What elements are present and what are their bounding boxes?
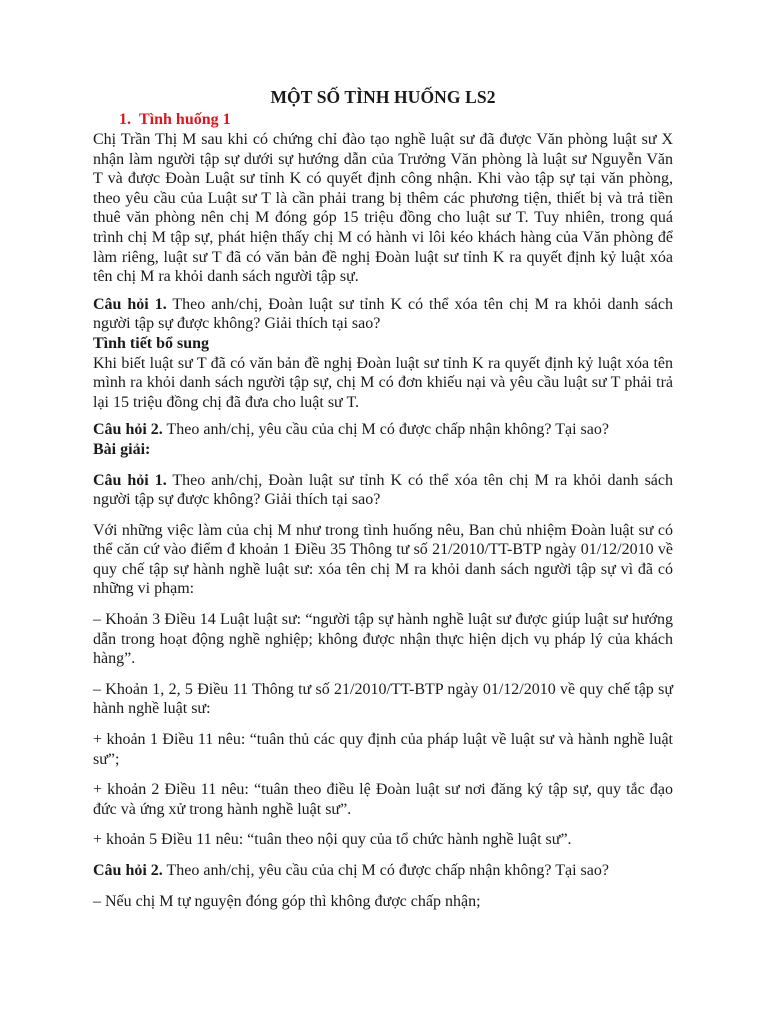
question-2-label: Câu hỏi 2.: [93, 421, 163, 439]
question-2-text: Theo anh/chị, yêu cầu của chị M có được chấp nhận không? Tại sao?: [162, 421, 609, 439]
supplement-heading: Tình tiết bổ sung: [93, 334, 210, 352]
answer-1-text: Theo anh/chị, Đoàn luật sư tỉnh K có thể xóa tên chị M ra khỏi danh sách người tập sự được không? Giải thích tại sao?: [93, 471, 673, 509]
question-1-text: Theo anh/chị, Đoàn luật sư tỉnh K có thể xóa tên chị M ra khỏi danh sách người tập sự được không? Giải thích tại sao?: [93, 295, 673, 333]
point-5: + khoản 5 Điều 11 nêu: “tuân theo nội quy của tổ chức hành nghề luật sư”.: [93, 831, 572, 849]
point-4: + khoản 2 Điều 11 nêu: “tuân theo điều lệ Đoàn luật sư nơi đăng ký tập sự, quy tắc đạo đức và ứng xử trong hành nghề luật sư”.: [93, 781, 673, 818]
case-description: Chị Trần Thị M sau khi có chứng chỉ đào tạo nghề luật sư đã được Văn phòng luật sư X nhận làm người tập sự dưới sự hướng dẫn của Trưởng Văn phòng là luật sư Nguyễn Văn T và được Đoàn Luật sư tỉnh K có quyết định công nhận. Khi vào tập sự tại văn phòng, theo yêu cầu của Luật sư T là cần phải trang bị thêm các phương tiện, thiết bị và trả tiền thuê văn phòng nên chị M đóng góp 15 triệu đồng cho luật sư T. Tuy nhiên, trong quá trình chị M tập sự, phát hiện thấy chị M có hành vi lôi kéo khách hàng của Văn phòng để làm riêng, luật sư T đã có văn bản đề nghị Đoàn luật sư tỉnh K ra quyết định kỷ luật xóa tên chị M ra khỏi danh sách người tập sự.: [93, 131, 673, 286]
supplement-text: Khi biết luật sư T đã có văn bản đề nghị Đoàn luật sư tỉnh K ra quyết định kỷ luật xóa tên mình ra khỏi danh sách người tập sự, chị M có đơn khiếu nại và yêu cầu luật sư T phải trả lại 15 triệu đồng chị đã đưa cho luật sư T.: [93, 354, 673, 411]
question-1-label: Câu hỏi 1.: [93, 295, 167, 313]
section-heading-text: Tình huống 1: [139, 111, 231, 128]
solution-heading: Bài giải:: [93, 440, 151, 458]
question-1: [93, 295, 673, 334]
answer-1-label: Câu hỏi 1.: [93, 471, 167, 489]
document-title: MỘT SỐ TÌNH HUỐNG LS2: [270, 87, 496, 107]
section-number: 1.: [119, 111, 131, 128]
question-2: [93, 420, 673, 440]
section-heading: [119, 110, 673, 130]
point-2: – Khoản 1, 2, 5 Điều 11 Thông tư số 21/2010/TT-BTP ngày 01/12/2010 về quy chế tập sự hành nghề luật sư:: [93, 680, 673, 718]
answer-2-point-1: – Nếu chị M tự nguyện đóng góp thì không được chấp nhận;: [93, 892, 481, 910]
answer-2-label: Câu hỏi 2.: [93, 862, 163, 879]
answer-1-question: [93, 471, 673, 510]
answer-2-text: Theo anh/chị, yêu cầu của chị M có được chấp nhận không? Tại sao?: [162, 862, 609, 879]
answer-2-question: [93, 861, 673, 881]
point-3: + khoản 1 Điều 11 nêu: “tuân thủ các quy định của pháp luật về luật sư và hành nghề luật sư”;: [93, 731, 673, 768]
point-1: – Khoản 3 Điều 14 Luật luật sư: “người tập sự hành nghề luật sư được giúp luật sư hướng dẫn trong hoạt động nghề nghiệp; không được nhận thực hiện dịch vụ pháp lý của khách hàng”.: [93, 611, 673, 668]
answer-1-body: Với những việc làm của chị M như trong tình huống nêu, Ban chủ nhiệm Đoàn luật sư có thể căn cứ vào điểm đ khoản 1 Điều 35 Thông tư số 21/2010/TT-BTP ngày 01/12/2010 về quy chế tập sự hành nghề luật sư: xóa tên chị M ra khỏi danh sách người tập sự vì đã có những vi phạm:: [93, 521, 673, 598]
